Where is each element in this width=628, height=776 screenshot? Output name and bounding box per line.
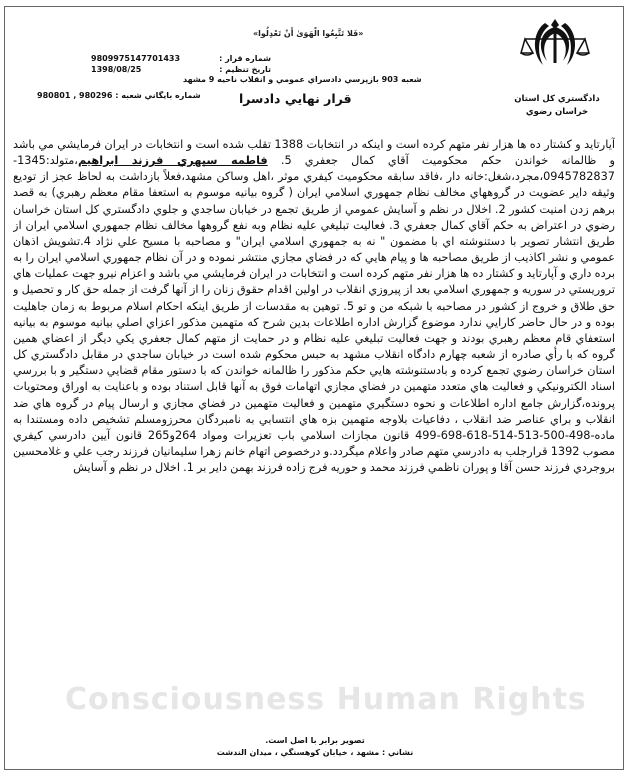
archive-value: 980296 , 980801 <box>37 91 113 100</box>
copy-note: تصوير برابر با اصل است. <box>265 736 365 745</box>
archive-number <box>37 91 201 100</box>
body-part-1: آيارتايد و کشتار ده ها هزار نفر متهم کرده است و اينکه در انتخابات 1388 تقلب شده است و انتخابات در ايران فرمايشي مي باشد و ظالمانه خواندن حکم محکوميت آقاي کمال جعفري 5. <box>13 138 615 168</box>
archive-label: شماره بايگاني شعبه : <box>115 91 201 100</box>
body-part-2: ،متولد:1345-0945782837،مجرد،شغل:خانه دار ،فاقد سابقه محکوميت کيفري موثر ،اهل وساکن مشهد،فعلاً بازداشت به لحاظ عجز از توديع وثيقه داير عضويت در گروههاي مخالف نظام جمهوري اسلامي ايران ( گروه بيانيه موسوم به استعفا مقام معظم رهبري) به قصد برهم زدن امنيت کشور 2. اخلال در نظم و آسايش عمومي از طريق تجمع در خيابان ساجدي و جلوي دادگستري کل استان خراسان رضوي در اعتراض به حکم آقاي کمال جعفري 3. فعاليت تبليغي عليه نظام وبه نفع گروهها مخالف نظام جمهوري اسلامي ايران از طريق انتشار تصوير با دستنوشته اي با مضمون " نه به جمهوري اسلامي ايران" و مصاحبه با مسيح علي نژاد 4.تشويش اذهان عمومي و نشر اکاذيب از طريق مصاحبه ها و پيام هايي که در فضاي مجازي منتشر نموده و در آن نظام جمهوري اسلامي ايران را به برده داري و آپارتايد و کشتار ده ها هزار نفر متهم کرده است و انتخابات در ايران فرمايشي مي باشد و اعزام نيرو جهت عمليات هاي تروريستي در سوريه و جمهوري اسلامي بعد از پيروزي انقلاب در اولين اقدام حقوق زنان را از آنها گرفت از جمله حق کار و تحصيل و حق طلاق و خروج از کشور در مصاحبه با شبکه من و تو 5. توهين به مقدسات از طريق اينکه احکام اسلام مربوط به زمان جاهليت بوده و در حال حاضر کارايي ندارد موضوع گزارش اداره اطلاعات بدين شرح که متهمين مذکور اعزاي اصلي بيانيه موسوم به بيانيه استعفاي قام معظم رهبري بودند و جهت فعاليت تبليغي عليه نظام و در حمايت از متهم کمال جعفري يکي ديگر از اعضاي همين گروه که با رأي صادره از شعبه چهارم دادگاه انقلاب مشهد به حبس محکوم شده است در خيابان ساجدي در مقابل دادگستري کل استان خراسان رضوي تجمع کرده و بادستنوشته هايي حکم مذکور را ظالمانه خواندن که با دستور مقام قضايي دستگير و با بررسي اسناد الکترونيکي و فعاليت هاي متعدد متهمين در فضاي مجازي اتهامات فوق به آنها قابل استناد بوده و باعنايت به اوراق ومحتويات پرونده،گزارش جامع اداره اطلاعات و نحوه دستگيري متهمين و فعاليت متهمين در فضاي مجازي و ارسال پيام در گروه هاي ضد انقلاب و براي عناصر ضد انقلاب ، دفاعيات بلاوجه متهمين بزه هاي انتسابي به نامبردگان محرزومسلم تشخيص داده ومستندا به ماده-498-500-513-514-618-698-499 قانون مجازات اسلامي باب تعزيرات ومواد 264و265 قانون آيين دادرسي کيفري مصوب 1392 قرارجلب به دادرسي متهم صادر واعلام ميگردد.و درخصوص اتهام خانم زهرا سليمانيان فرزند رجب علي و غلامحسين بروجردي فرزند حسن آقا و پوران ناظمي فرزند محمد و حوريه فرج زاده فرزند بهمن داير بر 1. اخلال در نظم و آسايش <box>13 154 615 475</box>
court-name: دادگستري کل استان خراسان رضوي <box>514 94 600 117</box>
document-footer <box>5 735 625 759</box>
reference-block <box>91 53 271 75</box>
watermark: Consciousness Human Rights <box>65 682 587 717</box>
verse: «فَلا تَتَّبِعُوا الْهَوَىٰ أَنْ تَعْدِلُوا» <box>253 29 364 38</box>
document-header <box>5 7 625 135</box>
address: نشاني : مشهد ، خيابان کوهسنگي ، ميدان الندشت <box>216 748 414 757</box>
decision-number: 9809975147701433 <box>91 54 181 63</box>
document-title: قرار نهايي دادسرا <box>239 91 352 106</box>
iran-emblem-icon <box>519 17 591 77</box>
issue-date-label: تاريخ تنظيم : <box>219 65 271 74</box>
document-body <box>13 137 615 735</box>
issue-date: 1398/08/25 <box>91 65 142 74</box>
document-page <box>4 6 624 770</box>
accused-name: فاطمه سپهري فرزند ابراهيم <box>77 154 268 168</box>
decision-number-label: شماره قرار : <box>219 54 271 63</box>
branch-name: شعبه 903 بازپرسي دادسراي عمومي و انقلاب ناحيه 9 مشهد <box>183 75 422 84</box>
